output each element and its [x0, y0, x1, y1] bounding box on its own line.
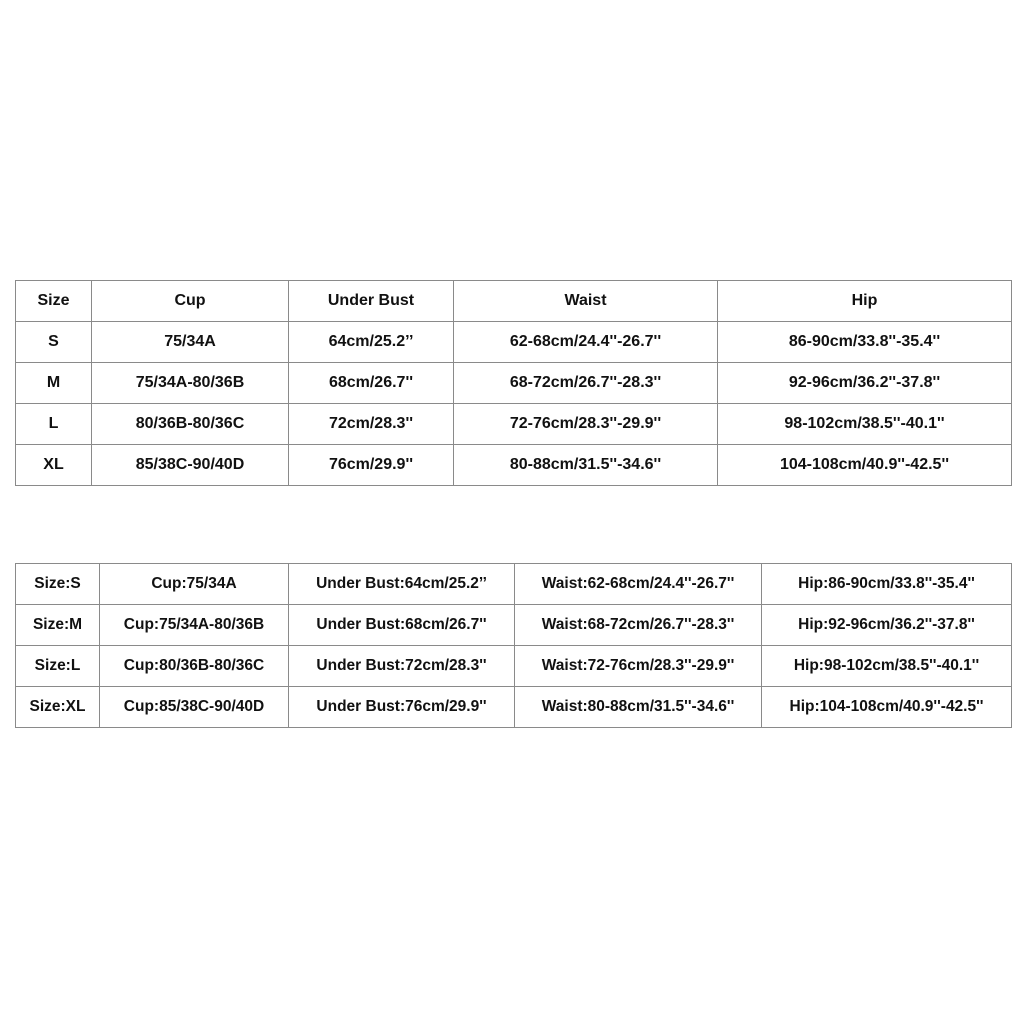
cell-cup: 80/36B-80/36C: [92, 404, 289, 445]
cell-hip: 86-90cm/33.8''-35.4'': [718, 322, 1012, 363]
table-row: [16, 322, 1012, 363]
cell-waist: Waist:62-68cm/24.4''-26.7'': [515, 564, 762, 605]
cell-cup: 85/38C-90/40D: [92, 445, 289, 486]
cell-hip: Hip:92-96cm/36.2''-37.8'': [762, 605, 1012, 646]
cell-under-bust: 72cm/28.3'': [289, 404, 454, 445]
header-under-bust: Under Bust: [289, 281, 454, 322]
cell-hip: 92-96cm/36.2''-37.8'': [718, 363, 1012, 404]
cell-size: XL: [16, 445, 92, 486]
table-row: [16, 687, 1012, 728]
cell-size: Size:XL: [16, 687, 100, 728]
cell-under-bust: Under Bust:68cm/26.7'': [289, 605, 515, 646]
cell-cup: 75/34A: [92, 322, 289, 363]
table-row: [16, 363, 1012, 404]
table-row: [16, 605, 1012, 646]
cell-waist: Waist:72-76cm/28.3''-29.9'': [515, 646, 762, 687]
header-size: Size: [16, 281, 92, 322]
cell-cup: Cup:85/38C-90/40D: [100, 687, 289, 728]
header-cup: Cup: [92, 281, 289, 322]
cell-size: L: [16, 404, 92, 445]
cell-waist: 72-76cm/28.3''-29.9'': [454, 404, 718, 445]
cell-waist: 80-88cm/31.5''-34.6'': [454, 445, 718, 486]
cell-under-bust: 68cm/26.7'': [289, 363, 454, 404]
table-row: [16, 404, 1012, 445]
cell-under-bust: 64cm/25.2’’: [289, 322, 454, 363]
cell-cup: Cup:75/34A: [100, 564, 289, 605]
cell-hip: Hip:86-90cm/33.8''-35.4'': [762, 564, 1012, 605]
cell-size: Size:S: [16, 564, 100, 605]
cell-cup: Cup:80/36B-80/36C: [100, 646, 289, 687]
cell-hip: 104-108cm/40.9''-42.5'': [718, 445, 1012, 486]
cell-hip: Hip:98-102cm/38.5''-40.1'': [762, 646, 1012, 687]
cell-under-bust: Under Bust:64cm/25.2’’: [289, 564, 515, 605]
table-row: [16, 564, 1012, 605]
cell-under-bust: 76cm/29.9'': [289, 445, 454, 486]
table-row: [16, 445, 1012, 486]
size-chart-table: [15, 280, 1012, 486]
cell-waist: Waist:68-72cm/26.7''-28.3'': [515, 605, 762, 646]
cell-size: Size:L: [16, 646, 100, 687]
header-hip: Hip: [718, 281, 1012, 322]
cell-under-bust: Under Bust:72cm/28.3'': [289, 646, 515, 687]
cell-waist: 62-68cm/24.4''-26.7'': [454, 322, 718, 363]
cell-size: Size:M: [16, 605, 100, 646]
cell-size: M: [16, 363, 92, 404]
cell-size: S: [16, 322, 92, 363]
cell-waist: 68-72cm/26.7''-28.3'': [454, 363, 718, 404]
size-chart-labeled-table: [15, 563, 1012, 728]
cell-cup: 75/34A-80/36B: [92, 363, 289, 404]
table-row: [16, 646, 1012, 687]
cell-hip: 98-102cm/38.5''-40.1'': [718, 404, 1012, 445]
cell-under-bust: Under Bust:76cm/29.9'': [289, 687, 515, 728]
table-header-row: [16, 281, 1012, 322]
cell-cup: Cup:75/34A-80/36B: [100, 605, 289, 646]
header-waist: Waist: [454, 281, 718, 322]
cell-hip: Hip:104-108cm/40.9''-42.5'': [762, 687, 1012, 728]
cell-waist: Waist:80-88cm/31.5''-34.6'': [515, 687, 762, 728]
